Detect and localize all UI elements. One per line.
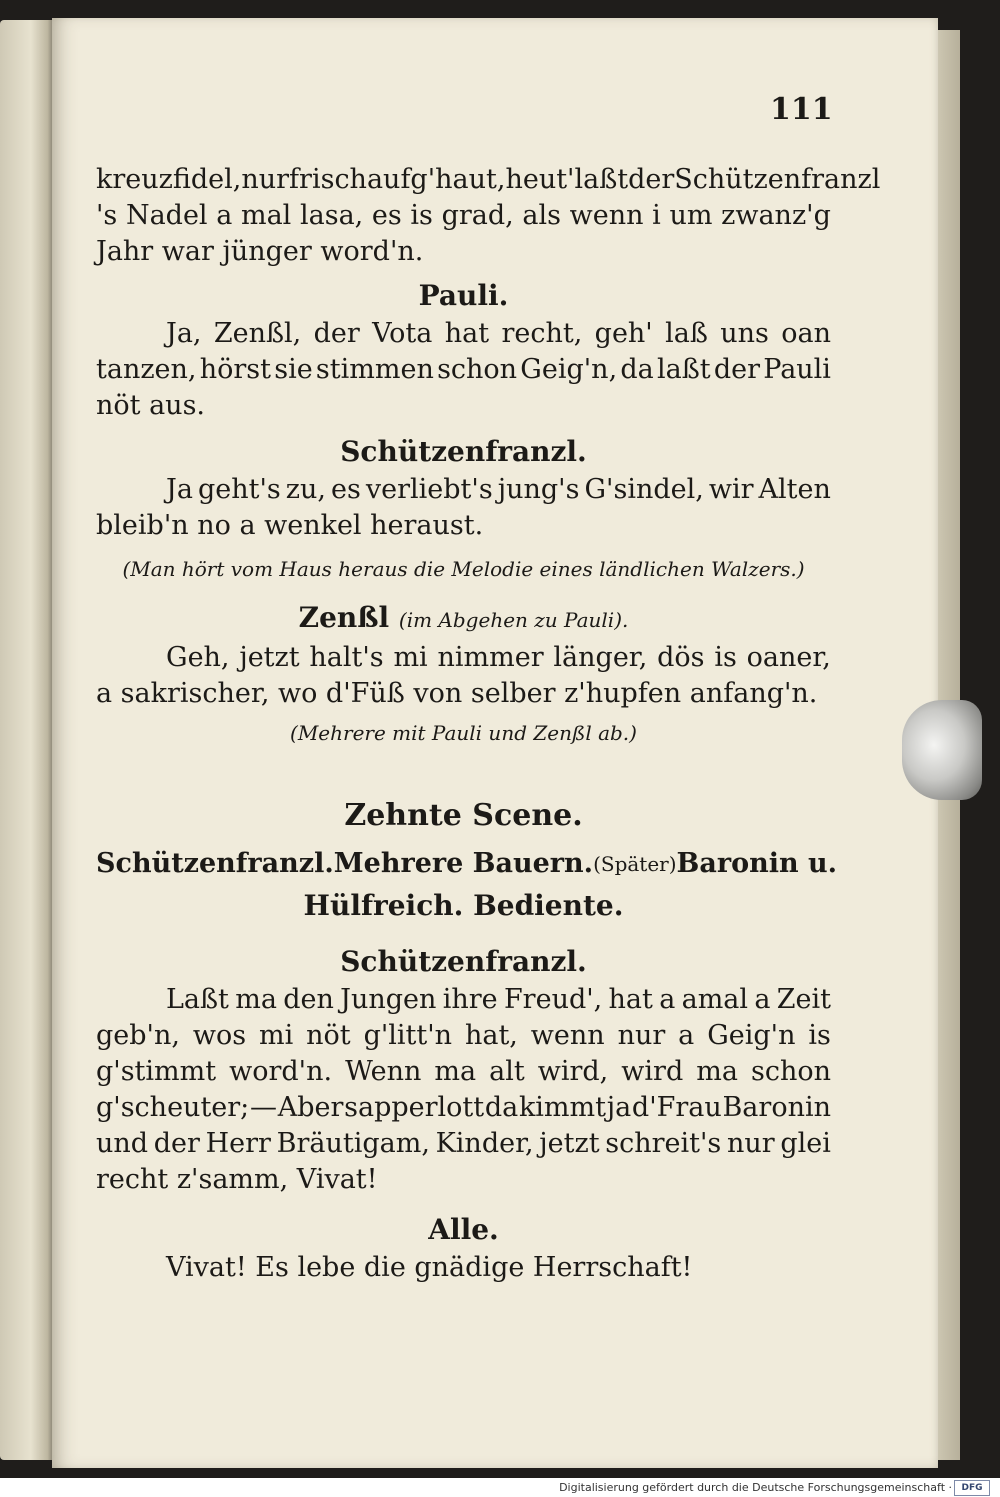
dfg-logo: DFG bbox=[954, 1480, 990, 1496]
word: laßt bbox=[657, 354, 711, 385]
word: geht's bbox=[197, 474, 281, 505]
word: da bbox=[620, 354, 654, 385]
word: wird bbox=[621, 1056, 684, 1087]
speaker-block-pauli bbox=[96, 276, 831, 424]
word: oan bbox=[781, 318, 831, 349]
word: laß bbox=[665, 318, 708, 349]
word: wenn bbox=[569, 200, 644, 231]
word: wird, bbox=[537, 1056, 609, 1087]
speaker-name: Schützenfranzl. bbox=[340, 945, 587, 978]
word: grad, bbox=[441, 200, 514, 231]
speaker-block-zenssl bbox=[96, 598, 831, 748]
speaker-direction: (im Abgehen zu Pauli). bbox=[398, 608, 629, 632]
cast-list-line bbox=[96, 846, 838, 882]
word: lasa, bbox=[299, 200, 364, 231]
word: jung's bbox=[497, 474, 580, 505]
text-line bbox=[96, 352, 831, 388]
word: ihre bbox=[442, 984, 498, 1015]
scene-heading-block bbox=[96, 796, 838, 926]
word: glei bbox=[780, 1128, 831, 1159]
word: heut' bbox=[505, 164, 575, 195]
word: a bbox=[678, 1020, 695, 1051]
word: hörst bbox=[199, 354, 271, 385]
speaker-block-schuetzenfranzl-2 bbox=[96, 942, 831, 1198]
text-line bbox=[96, 1018, 831, 1054]
word: oaner, bbox=[746, 642, 831, 673]
word: Pauli bbox=[763, 354, 831, 385]
stage-direction: (Mehrere mit Pauli und Zenßl ab.) bbox=[290, 721, 637, 745]
text-line: nöt aus. bbox=[96, 390, 206, 421]
word: der bbox=[313, 318, 360, 349]
word: nur bbox=[617, 1020, 666, 1051]
funding-credit: Digitalisierung gefördert durch die Deutsche Forschungsgemeinschaft · bbox=[559, 1481, 952, 1494]
opening-paragraph bbox=[96, 162, 881, 270]
word: Bräutigam, bbox=[276, 1128, 430, 1159]
word: is bbox=[714, 642, 737, 673]
word: kreuzfidel, bbox=[96, 164, 242, 195]
word: zwanz'g bbox=[721, 200, 831, 231]
text-line bbox=[96, 198, 831, 234]
word: nur bbox=[241, 164, 290, 195]
speaker-heading bbox=[96, 598, 831, 640]
word: geh' bbox=[594, 318, 653, 349]
word: Freud', bbox=[503, 984, 603, 1015]
word: hat bbox=[608, 984, 653, 1015]
speaker-block-schuetzenfranzl bbox=[96, 432, 831, 584]
word: G'sindel, bbox=[584, 474, 704, 505]
speaker-name: Alle. bbox=[428, 1213, 499, 1246]
word: und bbox=[96, 1128, 149, 1159]
word: nur bbox=[726, 1128, 775, 1159]
text-line: bleib'n no a wenkel heraust. bbox=[96, 510, 484, 541]
word: Baronin bbox=[722, 1092, 831, 1123]
word: Laßt bbox=[166, 984, 229, 1015]
word: um bbox=[669, 200, 713, 231]
word: geb'n, bbox=[96, 1020, 180, 1051]
word: Geig'n bbox=[707, 1020, 796, 1051]
word: es bbox=[371, 200, 402, 231]
word: a bbox=[659, 984, 676, 1015]
word: schreit's bbox=[605, 1128, 722, 1159]
word: Geig'n, bbox=[520, 354, 618, 385]
word: jetzt bbox=[539, 1128, 600, 1159]
scene-title: Zehnte Scene. bbox=[344, 798, 583, 833]
word: mi bbox=[393, 642, 428, 673]
word: Ja bbox=[166, 474, 193, 505]
text-line bbox=[96, 640, 831, 676]
cast-list-line bbox=[96, 886, 831, 926]
word: — bbox=[250, 1092, 277, 1123]
cast-member: Hülfreich. bbox=[303, 889, 464, 922]
word: nöt bbox=[306, 1020, 351, 1051]
word: schon bbox=[750, 1056, 831, 1087]
word: i bbox=[652, 200, 661, 231]
word: es bbox=[331, 474, 361, 505]
text-line: Vivat! Es lebe die gnädige Herrschaft! bbox=[166, 1252, 693, 1283]
word: mi bbox=[259, 1020, 294, 1051]
word: is bbox=[808, 1020, 831, 1051]
word: recht, bbox=[501, 318, 583, 349]
word: Ja, bbox=[166, 318, 202, 349]
word: is bbox=[410, 200, 433, 231]
text-line bbox=[96, 162, 881, 198]
stage-direction: (Man hört vom Haus heraus die Melodie eines ländlichen Walzers.) bbox=[122, 557, 805, 581]
word: 's bbox=[96, 200, 118, 231]
word: Schützenfranzl bbox=[674, 164, 881, 195]
text-line bbox=[96, 1054, 831, 1090]
word: g'scheuter; bbox=[96, 1092, 250, 1123]
text-line: Jahr war jünger word'n. bbox=[96, 236, 424, 267]
text-line: recht z'samm, Vivat! bbox=[96, 1164, 378, 1195]
word: Herr bbox=[205, 1128, 271, 1159]
word: Kinder, bbox=[435, 1128, 534, 1159]
word: frisch bbox=[289, 164, 367, 195]
word: g'stimmt bbox=[96, 1056, 217, 1087]
word: alt bbox=[489, 1056, 525, 1087]
word: d'Frau bbox=[631, 1092, 722, 1123]
speaker-name: Schützenfranzl. bbox=[340, 435, 587, 468]
word: ma bbox=[235, 984, 277, 1015]
word: hat, bbox=[464, 1020, 518, 1051]
word: wir bbox=[708, 474, 754, 505]
word: ja bbox=[606, 1092, 632, 1123]
word: sapperlott bbox=[344, 1092, 485, 1123]
word: ma bbox=[434, 1056, 477, 1087]
word: länger, bbox=[553, 642, 648, 673]
word: verliebt's bbox=[365, 474, 493, 505]
text-line bbox=[96, 316, 831, 352]
cast-member: Mehrere Bauern. bbox=[333, 848, 594, 879]
word: stimmen bbox=[315, 354, 434, 385]
word: nimmer bbox=[437, 642, 544, 673]
word: Geh, bbox=[166, 642, 230, 673]
word: aufg'haut, bbox=[366, 164, 506, 195]
word: dös bbox=[657, 642, 705, 673]
word: sie bbox=[274, 354, 313, 385]
speaker-block-alle bbox=[96, 1210, 831, 1286]
text-line bbox=[96, 1090, 831, 1126]
word: Nadel bbox=[125, 200, 208, 231]
word: zu, bbox=[285, 474, 326, 505]
word: schon bbox=[437, 354, 518, 385]
cast-member: Baronin u. bbox=[676, 848, 838, 879]
word: Aber bbox=[277, 1092, 344, 1123]
cast-member: Bediente. bbox=[473, 889, 624, 922]
text-line bbox=[96, 982, 831, 1018]
word: a bbox=[754, 984, 771, 1015]
word: mal bbox=[240, 200, 292, 231]
metal-clip bbox=[902, 700, 982, 800]
word: tanzen, bbox=[96, 354, 197, 385]
word: der bbox=[628, 164, 675, 195]
word: ma bbox=[696, 1056, 738, 1087]
word: hat bbox=[444, 318, 490, 349]
left-page-edge bbox=[0, 20, 56, 1460]
word: Jungen bbox=[340, 984, 437, 1015]
word: der bbox=[713, 354, 761, 385]
speaker-name: Zenßl bbox=[298, 601, 390, 634]
word: wos bbox=[192, 1020, 247, 1051]
page-number: 111 bbox=[770, 92, 833, 127]
cast-member: Schützenfranzl. bbox=[96, 848, 334, 879]
text-line bbox=[96, 1126, 831, 1162]
word: amal bbox=[681, 984, 749, 1015]
word: Zeit bbox=[776, 984, 831, 1015]
word: a bbox=[216, 200, 233, 231]
word: den bbox=[283, 984, 334, 1015]
speaker-name: Pauli. bbox=[418, 279, 509, 312]
word: kimmt bbox=[518, 1092, 606, 1123]
word: Zenßl, bbox=[213, 318, 302, 349]
word: halt's bbox=[309, 642, 384, 673]
word: g'litt'n bbox=[363, 1020, 453, 1051]
word: Wenn bbox=[345, 1056, 422, 1087]
word: laßt bbox=[574, 164, 629, 195]
word: Alten bbox=[758, 474, 831, 505]
word: wenn bbox=[530, 1020, 605, 1051]
word: da bbox=[484, 1092, 519, 1123]
text-line bbox=[96, 472, 831, 508]
text-line: a sakrischer, wo d'Füß von selber z'hupfen anfang'n. bbox=[96, 678, 818, 709]
word: der bbox=[153, 1128, 200, 1159]
word: uns bbox=[720, 318, 769, 349]
word: Vota bbox=[372, 318, 433, 349]
word: word'n. bbox=[229, 1056, 333, 1087]
cast-note: (Später) bbox=[593, 852, 677, 876]
word: als bbox=[522, 200, 561, 231]
word: jetzt bbox=[239, 642, 300, 673]
